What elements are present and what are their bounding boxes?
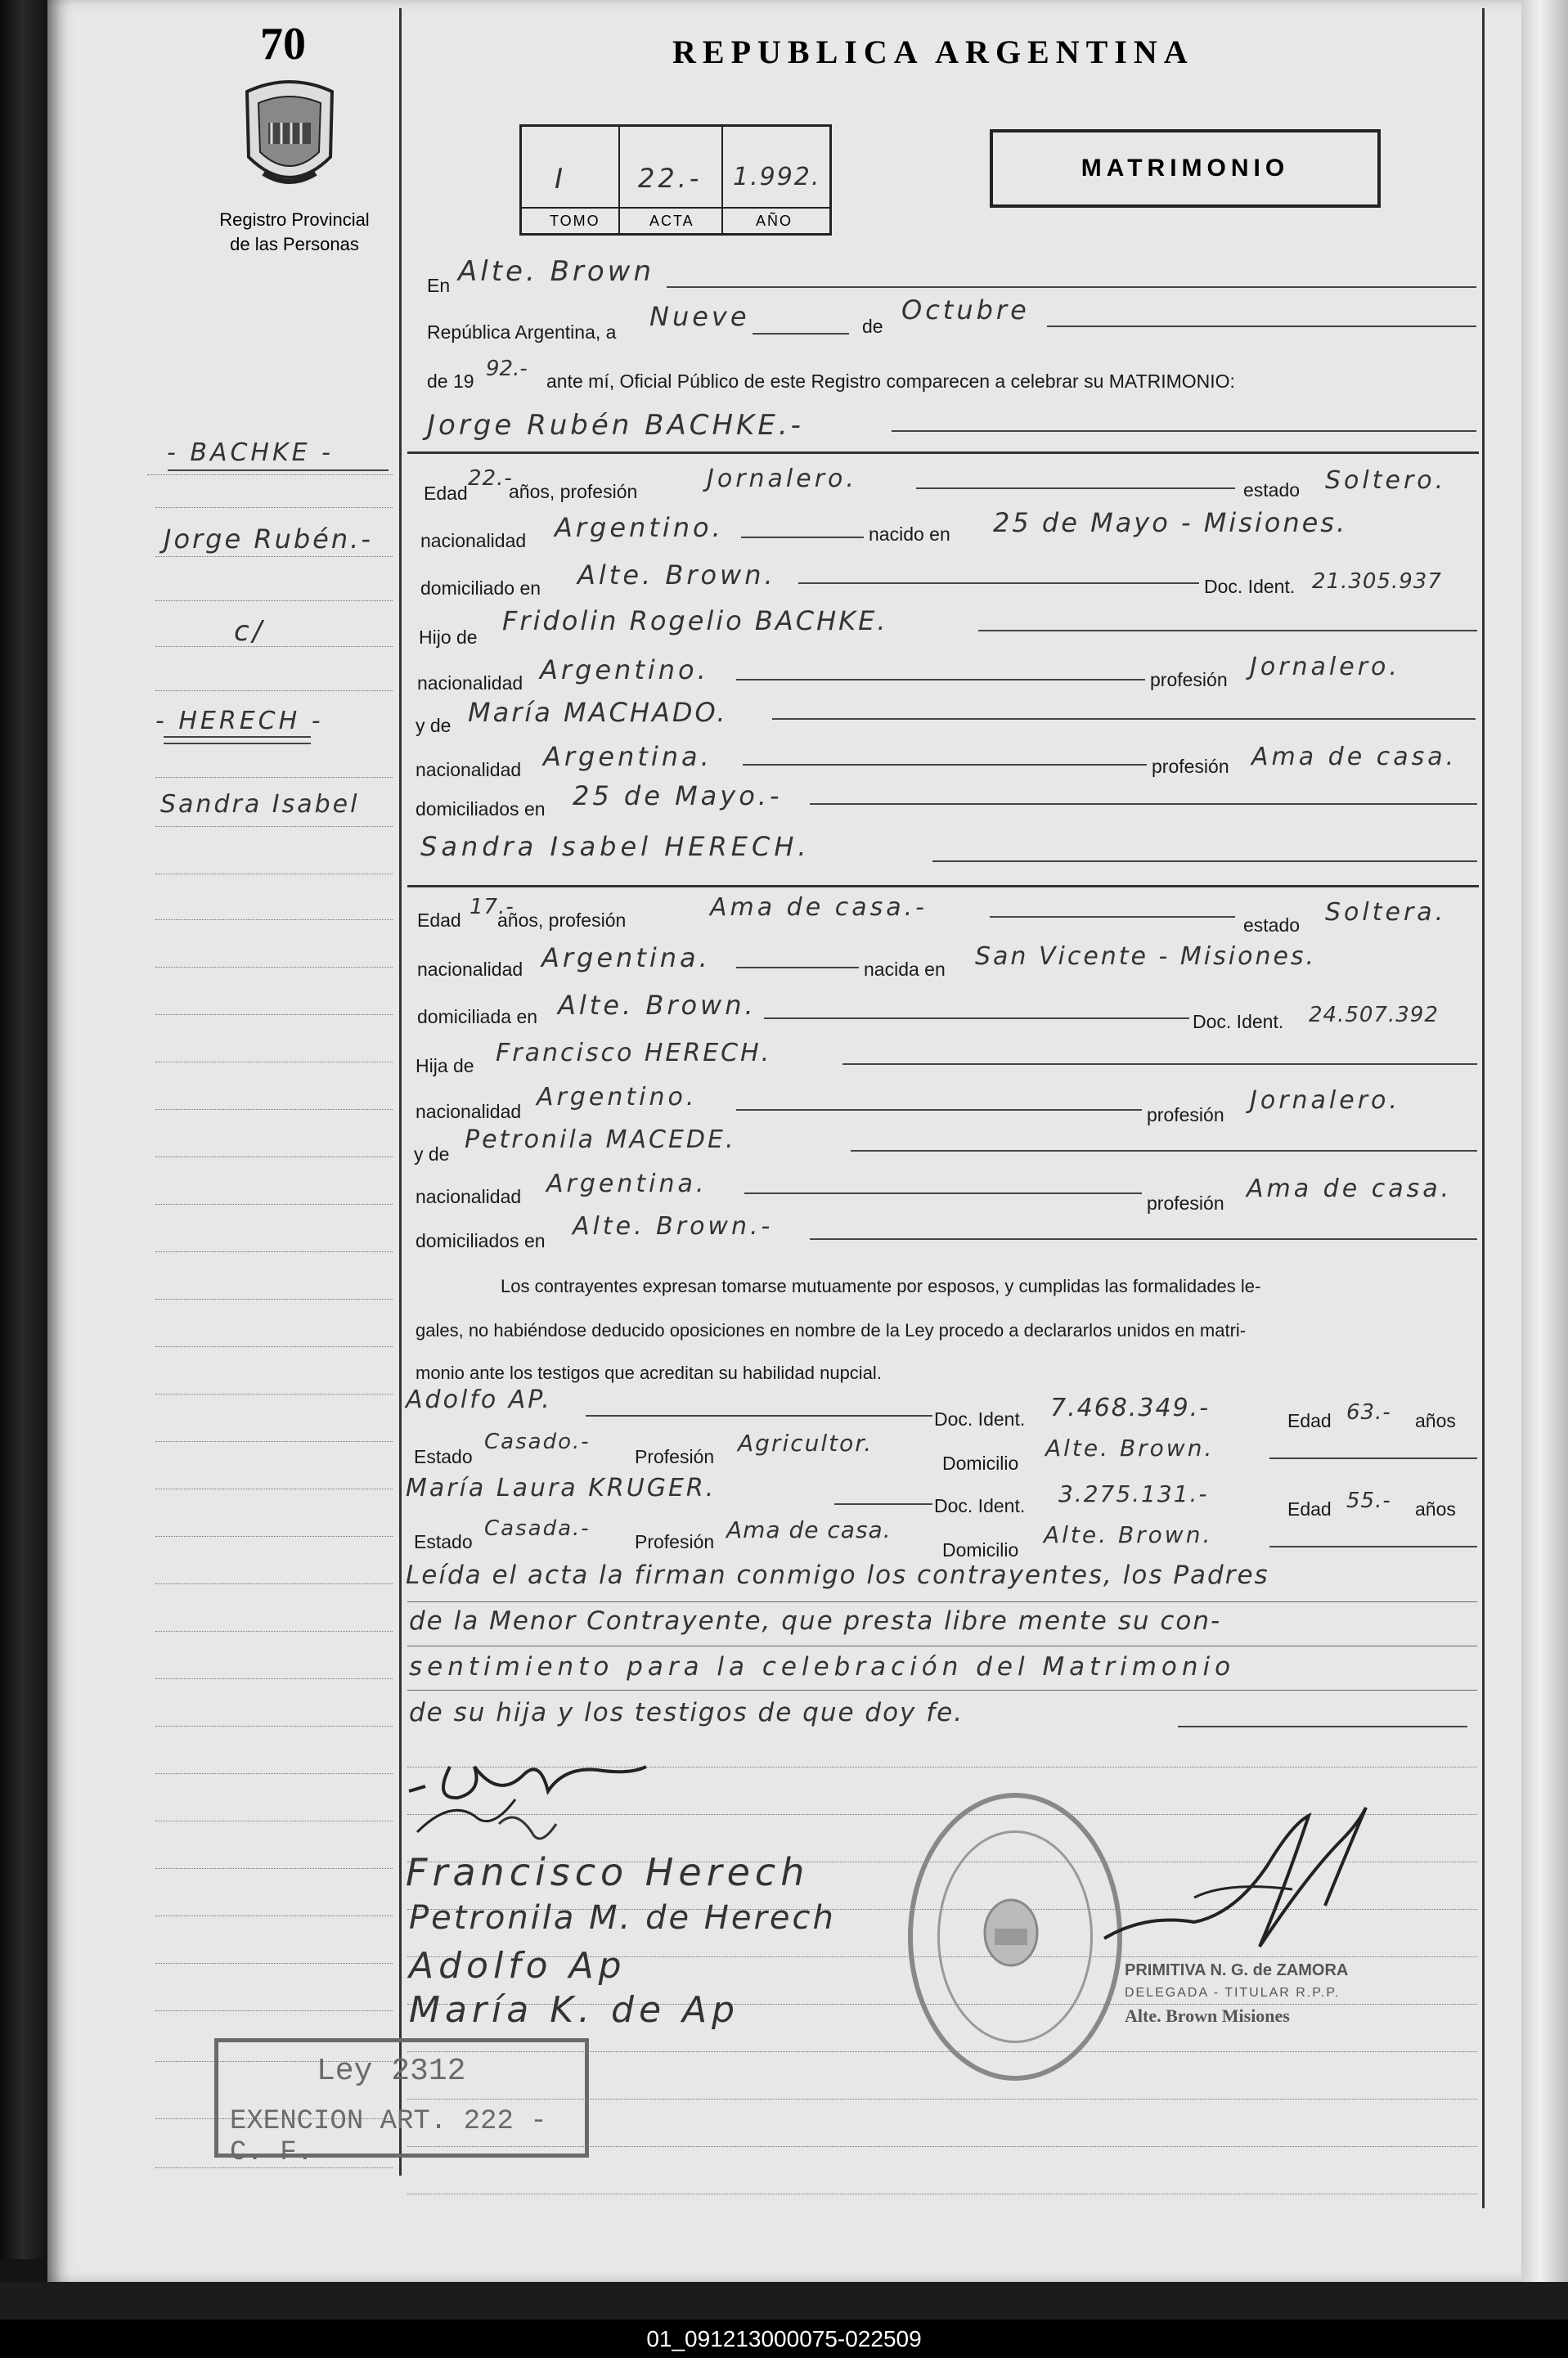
groom-father-nac-label: nacionalidad bbox=[417, 672, 523, 694]
bride-anos-profesion: años, profesión bbox=[497, 910, 627, 931]
closing-line4: de su hija y los testigos de que doy fe. bbox=[409, 1698, 964, 1727]
fill-line bbox=[798, 582, 1199, 584]
witness2-doc-label: Doc. Ident. bbox=[934, 1495, 1026, 1516]
margin-rule bbox=[155, 826, 393, 827]
bride-father: Francisco HERECH. bbox=[496, 1039, 772, 1067]
groom-anos-profesion: años, profesión bbox=[509, 481, 638, 502]
bride-mother-nac-label: nacionalidad bbox=[416, 1186, 522, 1207]
fill-line bbox=[810, 803, 1477, 805]
bride-father-nac: Argentino. bbox=[537, 1083, 698, 1112]
margin-underline bbox=[168, 469, 389, 471]
declaration-line1: Los contrayentes expresan tomarse mutuamente por esposos, y cumplidas las formalidades le- bbox=[501, 1276, 1261, 1296]
intro-text: ante mí, Oficial Público de este Registro comparecen a celebrar su MATRIMONIO: bbox=[546, 371, 1235, 392]
witness2-name: María Laura KRUGER. bbox=[406, 1474, 717, 1502]
fill-line bbox=[741, 537, 864, 538]
groom-father-prof-label: profesión bbox=[1150, 669, 1228, 690]
margin-rule bbox=[155, 646, 393, 647]
fill-line bbox=[810, 1238, 1477, 1240]
margin-rule bbox=[147, 474, 393, 475]
en-label: En bbox=[427, 275, 451, 296]
margin-rule bbox=[155, 967, 393, 968]
groom-signature-icon bbox=[401, 1750, 663, 1857]
page-edge bbox=[1521, 0, 1568, 2282]
bride-birthplace: San Vicente - Misiones. bbox=[975, 942, 1317, 971]
year-hand: 92.- bbox=[486, 357, 528, 381]
bride-father-prof-label: profesión bbox=[1147, 1104, 1224, 1125]
groom-profession: Jornalero. bbox=[707, 465, 857, 493]
fill-line bbox=[764, 1017, 1189, 1019]
margin-rule bbox=[155, 1868, 393, 1869]
tomo-value: I bbox=[555, 163, 567, 195]
republica-text: República Argentina, a bbox=[427, 321, 617, 343]
margin-rule bbox=[155, 1631, 393, 1632]
witness1-profession: Agricultor. bbox=[738, 1430, 874, 1457]
right-border-line bbox=[1482, 8, 1485, 2208]
record-number-box bbox=[519, 124, 832, 236]
fill-line bbox=[916, 487, 1235, 489]
bride-mother-nac: Argentina. bbox=[546, 1170, 708, 1198]
record-box-separator bbox=[522, 207, 829, 209]
closing-line1: Leída el acta la firman conmigo los contrayentes, los Padres bbox=[406, 1561, 1269, 1590]
fill-line bbox=[842, 1063, 1477, 1065]
day: Nueve bbox=[649, 301, 750, 332]
witness1-doc: 7.468.349.- bbox=[1050, 1394, 1211, 1422]
fill-line bbox=[1178, 1726, 1467, 1727]
bride-parents-domicile: Alte. Brown.- bbox=[573, 1212, 774, 1241]
groom-parents-domicile: 25 de Mayo.- bbox=[573, 780, 783, 811]
de-label: de bbox=[862, 316, 883, 337]
fill-line bbox=[586, 1415, 932, 1417]
groom-age: 22.- bbox=[468, 466, 513, 491]
witness2-anos: años bbox=[1415, 1498, 1456, 1520]
bride-estado: Soltera. bbox=[1325, 898, 1447, 927]
fill-line bbox=[772, 718, 1476, 720]
margin-underline bbox=[164, 743, 311, 744]
margin-rule bbox=[155, 1773, 393, 1774]
book-binding bbox=[0, 0, 49, 2259]
margin-rule bbox=[155, 1014, 393, 1015]
groom-full-name: Jorge Rubén BACHKE.- bbox=[427, 409, 804, 442]
margin-rule bbox=[155, 690, 393, 691]
law-stamp-line2: EXENCION ART. 222 - C. F. bbox=[230, 2106, 547, 2168]
official-stamp-line1: PRIMITIVA N. G. de ZAMORA bbox=[1125, 1961, 1349, 1979]
fill-line bbox=[990, 916, 1235, 918]
margin-rule bbox=[155, 1726, 393, 1727]
margin-rule bbox=[155, 1678, 393, 1679]
witness1-edad-label: Edad bbox=[1287, 1410, 1332, 1431]
bride-nationality: Argentina. bbox=[541, 942, 711, 973]
bride-mother-prof: Ama de casa. bbox=[1247, 1175, 1453, 1203]
groom-mother-nac: Argentina. bbox=[543, 741, 712, 772]
fill-line bbox=[1047, 326, 1476, 327]
scan-background bbox=[0, 2282, 1568, 2323]
margin-rule bbox=[155, 556, 393, 557]
groom-mother-nac-label: nacionalidad bbox=[416, 759, 522, 780]
declaration-line2: gales, no habiéndose deducido oposiciones en nombre de la Ley procedo a declararlos unidos en matri- bbox=[416, 1320, 1247, 1341]
bride-hija-label: Hija de bbox=[416, 1055, 474, 1076]
fill-line bbox=[1269, 1546, 1477, 1547]
groom-nacido-label: nacido en bbox=[869, 523, 950, 545]
declaration-line3: monio ante los testigos que acreditan su habilidad nupcial. bbox=[416, 1363, 882, 1383]
witness1-estado-label: Estado bbox=[414, 1446, 473, 1467]
fill-line bbox=[892, 430, 1476, 432]
place: Alte. Brown bbox=[458, 255, 655, 288]
provincial-seal-icon bbox=[239, 75, 340, 196]
witness2-prof-label: Profesión bbox=[635, 1531, 715, 1552]
country-title: REPUBLICA ARGENTINA bbox=[672, 34, 1194, 70]
margin-rule bbox=[155, 507, 393, 508]
groom-doc: 21.305.937 bbox=[1312, 569, 1442, 594]
bride-yde-label: y de bbox=[414, 1143, 450, 1165]
margin-underline bbox=[164, 736, 311, 738]
margin-groom-names: Jorge Rubén.- bbox=[164, 523, 373, 555]
bride-profession: Ama de casa.- bbox=[710, 893, 928, 922]
witness1-anos: años bbox=[1415, 1410, 1456, 1431]
witness2-doc: 3.275.131.- bbox=[1058, 1480, 1209, 1507]
fill-line bbox=[736, 1109, 1142, 1111]
witness1-prof-label: Profesión bbox=[635, 1446, 715, 1467]
act-type-box: MATRIMONIO bbox=[990, 129, 1381, 208]
fill-line bbox=[834, 1503, 932, 1505]
round-seal bbox=[908, 1793, 1122, 2081]
groom-nationality: Argentino. bbox=[555, 512, 724, 543]
groom-mother-prof: Ama de casa. bbox=[1251, 743, 1458, 771]
section-divider bbox=[407, 451, 1479, 454]
bride-mother: Petronila MACEDE. bbox=[465, 1125, 736, 1154]
ano-label: AÑO bbox=[756, 213, 793, 229]
bride-edad-label: Edad bbox=[417, 910, 461, 931]
registry-name bbox=[196, 208, 393, 257]
witness1-dom-label: Domicilio bbox=[942, 1453, 1019, 1474]
official-stamp-line3: Alte. Brown Misiones bbox=[1125, 2005, 1290, 2026]
groom-estado-label: estado bbox=[1243, 479, 1301, 501]
closing-line3: sentimiento para la celebración del Matrimonio bbox=[409, 1652, 1236, 1682]
witness1-name: Adolfo AP. bbox=[406, 1386, 552, 1414]
witness2-estado: Casada.- bbox=[484, 1516, 591, 1541]
fill-line bbox=[667, 286, 1476, 288]
margin-rule bbox=[155, 777, 393, 778]
groom-estado: Soltero. bbox=[1325, 466, 1447, 495]
bride-age: 17.- bbox=[470, 895, 514, 919]
fill-line bbox=[736, 679, 1145, 680]
tomo-label: TOMO bbox=[550, 213, 600, 229]
margin-rule bbox=[155, 1299, 393, 1300]
section-divider bbox=[407, 885, 1479, 887]
groom-doms-label: domiciliados en bbox=[416, 798, 546, 820]
bride-domicile: Alte. Brown. bbox=[558, 990, 757, 1021]
margin-bride-names: Sandra Isabel bbox=[160, 790, 360, 819]
margin-rule bbox=[155, 1109, 393, 1110]
fill-line bbox=[753, 333, 849, 335]
witness1-estado: Casado.- bbox=[484, 1430, 591, 1454]
signature-witness1: Adolfo Ap bbox=[409, 1945, 627, 1987]
witness2-dom-label: Domicilio bbox=[942, 1539, 1019, 1561]
groom-hijo-label: Hijo de bbox=[419, 627, 478, 648]
witness2-age: 55.- bbox=[1346, 1489, 1391, 1513]
bride-full-name: Sandra Isabel HERECH. bbox=[420, 831, 811, 862]
signature-father: Francisco Herech bbox=[406, 1850, 810, 1894]
groom-edad-label: Edad bbox=[424, 483, 468, 504]
margin-rule bbox=[155, 1963, 393, 1964]
fill-line bbox=[743, 764, 1147, 766]
groom-dom-label: domiciliado en bbox=[420, 577, 541, 599]
margin-rule bbox=[155, 919, 393, 920]
signature-mother: Petronila M. de Herech bbox=[409, 1899, 836, 1937]
margin-rule bbox=[155, 1394, 393, 1395]
groom-nac-label: nacionalidad bbox=[420, 530, 527, 551]
witness1-domicile: Alte. Brown. bbox=[1045, 1435, 1215, 1462]
margin-rule bbox=[155, 1583, 393, 1584]
year-prefix: de 19 bbox=[427, 371, 474, 392]
groom-doc-label: Doc. Ident. bbox=[1204, 576, 1296, 597]
witness1-age: 63.- bbox=[1346, 1400, 1391, 1425]
official-stamp-line2: DELEGADA - TITULAR R.P.P. bbox=[1125, 1986, 1341, 2000]
witness2-profession: Ama de casa. bbox=[726, 1516, 892, 1543]
witness2-edad-label: Edad bbox=[1287, 1498, 1332, 1520]
margin-bride-surname: - HERECH - bbox=[155, 707, 324, 735]
groom-father-nac: Argentino. bbox=[540, 654, 709, 685]
groom-mother: María MACHADO. bbox=[468, 697, 728, 728]
bride-estado-label: estado bbox=[1243, 914, 1301, 936]
law-stamp bbox=[214, 2038, 589, 2168]
margin-rule bbox=[155, 1251, 393, 1252]
law-stamp-line1: Ley 2312 bbox=[317, 2054, 466, 2089]
groom-birthplace: 25 de Mayo - Misiones. bbox=[993, 507, 1348, 538]
margin-groom-surname: - BACHKE - bbox=[167, 438, 334, 467]
bride-doc: 24.507.392 bbox=[1309, 1003, 1439, 1027]
groom-mother-prof-label: profesión bbox=[1152, 756, 1229, 777]
registry-line1: Registro Provincial bbox=[219, 209, 370, 230]
bride-mother-prof-label: profesión bbox=[1147, 1192, 1224, 1214]
fill-line bbox=[736, 967, 859, 968]
bride-father-nac-label: nacionalidad bbox=[416, 1101, 522, 1122]
acta-label: ACTA bbox=[649, 213, 694, 229]
margin-rule bbox=[155, 1441, 393, 1442]
margin-rule bbox=[155, 1204, 393, 1205]
margin-rule bbox=[155, 1536, 393, 1537]
ano-value: 1.992. bbox=[733, 163, 821, 191]
month: Octubre bbox=[901, 294, 1030, 326]
fill-line bbox=[978, 630, 1477, 631]
fill-line bbox=[744, 1192, 1142, 1194]
bride-nacida-label: nacida en bbox=[864, 959, 946, 980]
margin-rule bbox=[155, 1346, 393, 1347]
margin-connector: c/ bbox=[234, 615, 266, 648]
writing-line bbox=[407, 1690, 1477, 1691]
witness2-domicile: Alte. Brown. bbox=[1044, 1521, 1213, 1548]
fill-line bbox=[1269, 1457, 1477, 1459]
page-number: 70 bbox=[260, 19, 306, 70]
official-signature-icon bbox=[1096, 1791, 1391, 1971]
groom-yde-label: y de bbox=[416, 715, 452, 736]
acta-value: 22.- bbox=[638, 163, 703, 194]
bride-doc-label: Doc. Ident. bbox=[1193, 1011, 1284, 1032]
witness1-doc-label: Doc. Ident. bbox=[934, 1408, 1026, 1430]
bride-doms-label: domiciliados en bbox=[416, 1230, 546, 1251]
groom-domicile: Alte. Brown. bbox=[577, 559, 776, 591]
signature-witness2: María K. de Ap bbox=[409, 1989, 740, 2031]
fill-line bbox=[932, 860, 1477, 862]
witness2-estado-label: Estado bbox=[414, 1531, 473, 1552]
writing-line bbox=[407, 1601, 1477, 1602]
coat-of-arms-icon bbox=[978, 1896, 1044, 1969]
bride-nac-label: nacionalidad bbox=[417, 959, 523, 980]
registry-line2: de las Personas bbox=[230, 234, 359, 254]
groom-father: Fridolin Rogelio BACHKE. bbox=[502, 605, 888, 636]
closing-line2: de la Menor Contrayente, que presta libre mente su con- bbox=[409, 1606, 1222, 1636]
margin-rule bbox=[155, 600, 393, 601]
fill-line bbox=[851, 1150, 1477, 1152]
groom-father-prof: Jornalero. bbox=[1250, 653, 1400, 681]
bride-dom-label: domiciliada en bbox=[417, 1006, 538, 1027]
margin-rule bbox=[155, 2010, 393, 2011]
bride-father-prof: Jornalero. bbox=[1250, 1086, 1400, 1115]
scan-id-label: 01_091213000075-022509 bbox=[0, 2320, 1568, 2358]
official-stamp bbox=[1125, 1959, 1348, 2028]
